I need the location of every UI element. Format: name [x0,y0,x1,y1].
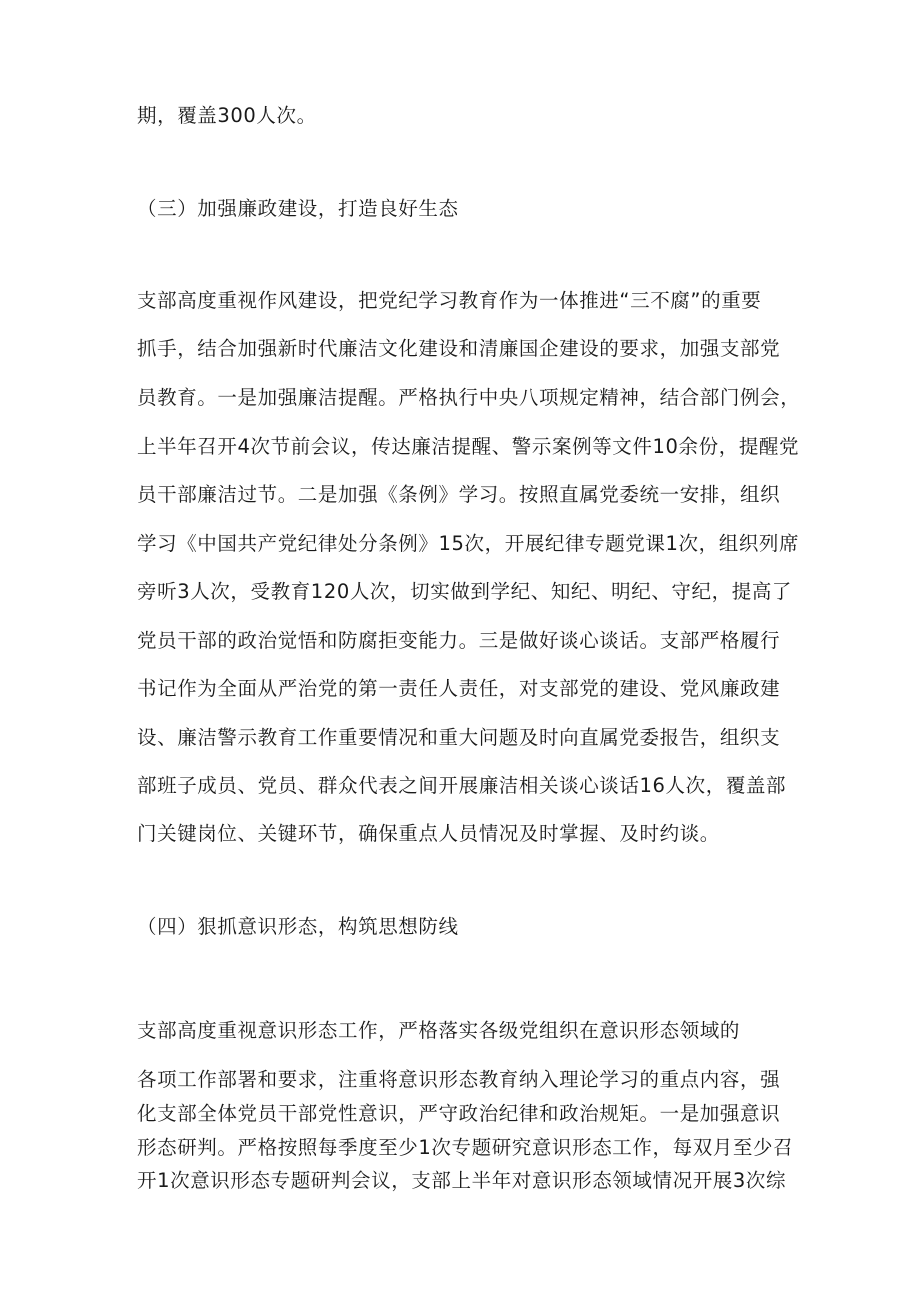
section-4-heading: （四）狠抓意识形态，构筑思想防线 [137,915,459,938]
body-line: 形态研判。严格按照每季度至少1次专题研究意识形态工作，每双月至少召 [137,1136,794,1159]
body-line: 上半年召开4次节前会议，传达廉洁提醒、警示案例等文件10余份，提醒党 [137,435,800,458]
body-line: 各项工作部署和要求，注重将意识形态教育纳入理论学习的重点内容，强 [137,1068,781,1091]
body-line: 部班子成员、党员、群众代表之间开展廉洁相关谈心谈话16人次，覆盖部 [137,774,787,797]
body-line: 员教育。一是加强廉洁提醒。严格执行中央八项规定精神，结合部门例会， [137,386,801,409]
body-line: 支部高度重视作风建设，把党纪学习教育作为一体推进“三不腐”的重要 [137,289,762,312]
section-3-heading: （三）加强廉政建设，打造良好生态 [137,197,459,220]
body-line: 党员干部的政治觉悟和防腐拒变能力。三是做好谈心谈话。支部严格履行 [137,629,781,652]
body-line: 学习《中国共产党纪律处分条例》15次，开展纪律专题党课1次，组织列席 [137,532,800,555]
body-line: 员干部廉洁过节。二是加强《条例》学习。按照直属党委统一安排，组织 [137,483,781,506]
body-line: 书记作为全面从严治党的第一责任人责任，对支部党的建设、党风廉政建 [137,677,781,700]
body-line: 门关键岗位、关键环节，确保重点人员情况及时掌握、及时约谈。 [137,822,720,845]
body-line: 开1次意识形态专题研判会议，支部上半年对意识形态领域情况开展3次综 [137,1169,787,1192]
body-line: 抓手，结合加强新时代廉洁文化建设和清廉国企建设的要求，加强支部党 [137,337,781,360]
body-line: 支部高度重视意识形态工作，严格落实各级党组织在意识形态领域的 [137,1019,741,1042]
continued-text-line: 期，覆盖300人次。 [137,104,317,127]
body-line: 旁听3人次，受教育120人次，切实做到学纪、知纪、明纪、守纪，提高了 [137,580,793,603]
body-line: 设、廉洁警示教育工作重要情况和重大问题及时向直属党委报告，组织支 [137,726,781,749]
body-line: 化支部全体党员干部党性意识，严守政治纪律和政治规矩。一是加强意识 [137,1102,781,1125]
